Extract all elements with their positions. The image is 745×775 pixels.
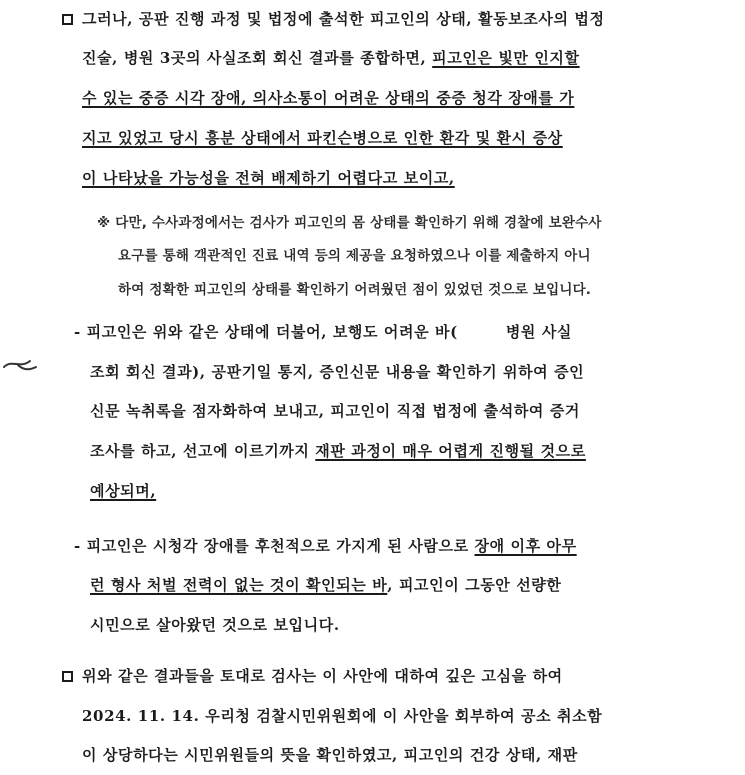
section1-line1: 그러나, 공판 진행 과정 및 법정에 출석한 피고인의 상태, 활동보조사의 법정 xyxy=(82,10,605,28)
section1-line2 xyxy=(82,48,580,68)
dash2-line2 xyxy=(90,575,562,595)
redaction-box xyxy=(458,326,506,340)
dash2-line1 xyxy=(74,536,577,556)
note-line3: 하여 정확한 피고인의 상태를 확인하기 어려웠던 점이 있었던 것으로 보입니다. xyxy=(118,282,592,298)
note-line2: 요구를 통해 객관적인 진료 내역 등의 제공을 요청하였으나 이를 제출하지 아니 xyxy=(118,248,591,264)
dash1-line3: 신문 녹취록을 점자화하여 보내고, 피고인이 직접 법정에 출석하여 증거 xyxy=(90,402,581,420)
dash1-line1-text: - 피고인은 위와 같은 상태에 더불어, 보행도 어려운 바( xyxy=(74,323,458,341)
dash1-line4-underlined: 재판 과정이 매우 어렵게 진행될 것으로 xyxy=(315,442,586,460)
section1-line3: 수 있는 중증 시각 장애, 의사소통이 어려운 상태의 중증 청각 장애를 가 xyxy=(82,89,575,107)
section2-bullet-square xyxy=(62,671,73,682)
dash1-line4-plain: 조사를 하고, 선고에 이르기까지 xyxy=(90,442,316,460)
section1-line5: 이 나타났을 가능성을 전혀 배제하기 어렵다고 보이고, xyxy=(82,169,455,187)
dash2-line3: 시민으로 살아왔던 것으로 보입니다. xyxy=(90,616,340,634)
dash1-line5: 예상되며, xyxy=(90,482,157,500)
section2-line2: 2024. 11. 14. 우리청 검찰시민위원회에 이 사안을 회부하여 공소 취소함 xyxy=(82,707,603,725)
dash2-line2-underlined: 런 형사 처벌 전력이 없는 것이 확인되는 바 xyxy=(90,576,388,594)
section1-line4: 지고 있었고 당시 흥분 상태에서 파킨슨병으로 인한 환각 및 환시 증상 xyxy=(82,129,563,147)
dash2-line1-plain: - 피고인은 시청각 장애를 후천적으로 가지게 된 사람으로 xyxy=(74,537,475,555)
dash1-line1-text-end: 병원 사실 xyxy=(505,323,573,341)
dash2-line1-underlined: 장애 이후 아무 xyxy=(474,537,577,555)
dash1-line4 xyxy=(90,441,586,461)
section1-line2-underlined: 피고인은 빛만 인지할 xyxy=(432,49,580,67)
section2-line1: 위와 같은 결과들을 토대로 검사는 이 사안에 대하여 깊은 고심을 하여 xyxy=(82,667,563,685)
dash1-line1 xyxy=(74,322,572,342)
section1-bullet-square xyxy=(62,14,73,25)
section2-line3: 이 상당하다는 시민위원들의 뜻을 확인하였고, 피고인의 건강 상태, 재판 xyxy=(82,746,578,764)
note-line1: ※ 다만, 수사과정에서는 검사가 피고인의 몸 상태를 확인하기 위해 경찰에 보완수사 xyxy=(97,215,602,231)
handwritten-mark-icon xyxy=(0,355,40,375)
dash2-line2-plain: , 피고인이 그동안 선량한 xyxy=(387,576,562,594)
section1-line2-plain: 진술, 병원 3곳의 사실조회 회신 결과를 종합하면, xyxy=(82,49,433,67)
dash1-line2: 조회 회신 결과), 공판기일 통지, 증인신문 내용을 확인하기 위하여 증인 xyxy=(90,363,585,381)
